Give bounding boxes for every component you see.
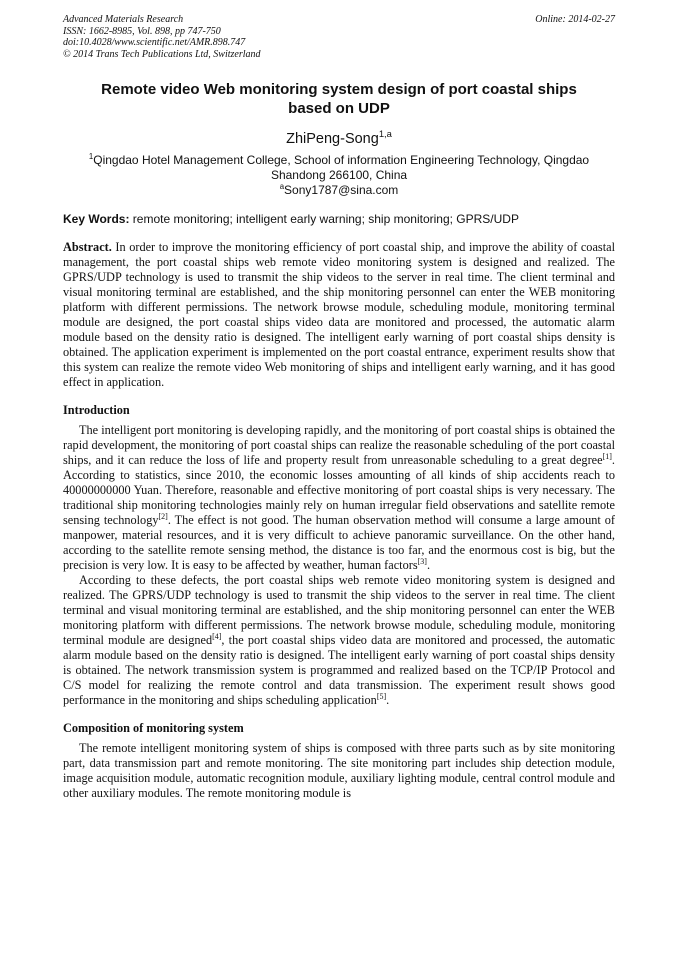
keywords-text: remote monitoring; intelligent early warning; ship monitoring; GPRS/UDP [129,212,519,226]
paper-title [63,80,615,118]
affiliation-email-line [63,183,615,198]
affiliation-superscript: 1 [88,152,94,161]
author-superscript: 1,a [378,128,392,140]
title-line-1: Remote video Web monitoring system design of port coastal ships [101,81,577,98]
journal-name: Advanced Materials Research [63,14,184,25]
affiliation-line-2: Shandong 266100, China [270,168,408,182]
email-superscript: a [279,182,285,191]
citation-4: [4] [212,631,222,641]
intro-paragraph-2 [63,573,615,708]
keywords-label: Key Words: [63,212,130,226]
composition-paragraph-1: The remote intelligent monitoring system of ships is composed with three parts such as by site monitoring part, data transmission part and remote monitoring. The site monitoring part includes ship detection module, image acquisition module, automatic recognition module, auxiliary lighting module, central control module and other auxiliary modules. The remote monitoring module is [63,741,615,800]
intro-p2-text-b: , the port coastal ships video data are monitored and processed, the automatic alarm module based on the density ratio is designed. The intelligent early warning of port coastal ships density is obtained. The network transmission system is programmed and realized based on the TCP/IP Protocol and C/S model for realizing the remote control and data transmission. The experiment result shows good performance in the monitoring and ships scheduling application [63,633,615,707]
intro-p1-text-d: . [426,558,431,572]
issn-line: ISSN: 1662-8985, Vol. 898, pp 747-750 [63,25,221,37]
abstract-label: Abstract. [63,240,112,254]
author-name: ZhiPeng-Song [286,131,379,147]
doi-line: doi:10.4028/www.scientific.net/AMR.898.747 [63,37,246,48]
intro-p2-text-c: . [386,693,390,707]
intro-p1-text-c: . The effect is not good. The human observation method will consume a large amount of manpower, material resources, and it is very difficult to achieve panoramic surveillance. On the other hand, according to the satellite remote sensing method, the distance is too far, and the enormous cost is big, but the precision is very low. It is easy to be affected by weather, human factors [63,513,615,572]
citation-2: [2] [158,511,168,521]
copyright-line: © 2014 Trans Tech Publications Ltd, Switzerland [63,48,261,60]
affiliation [63,153,615,198]
author-email: Sony1787@sina.com [284,183,399,197]
composition-heading: Composition of monitoring system [63,721,244,735]
affiliation-line-1 [63,153,615,168]
citation-5: [5] [376,691,387,701]
intro-paragraph-1 [63,423,615,573]
affiliation-institution: Qingdao Hotel Management College, School of information Engineering Technology, Qingdao [93,153,590,167]
intro-p1-text-b: . According to statistics, since 2010, the economic losses amounting of all kinds of ship accidents reach to 40000000000 Yuan. Therefore, reasonable and effective monitoring of port coastal ships is very necessary. The traditional ship monitoring technologies mainly rely on human irregular field observations and satellite remote sensing technology [63,453,615,527]
intro-p1-text-a: The intelligent port monitoring is developing rapidly, and the monitoring of port coastal ships is obtained the rapid development, the monitoring of port coastal ships can realize the reasonable scheduling of the port coastal ships, and it can reduce the loss of life and property result from unreasonable scheduling to a great degree [63,423,615,467]
online-date: Online: 2014-02-27 [535,14,615,25]
citation-3: [3] [417,556,427,566]
abstract [63,240,615,390]
journal-header [63,14,615,60]
citation-1: [1] [602,451,612,461]
abstract-text: In order to improve the monitoring efficiency of port coastal ship, and improve the ability of coastal management, the port coastal ships web remote video monitoring system is designed and realized. The GPRS/UDP technology is used to transmit the ship videos to the server in real time. The client terminal and visual monitoring terminal are established, and the ship monitoring personnel can enter the WEB monitoring platform with different permissions. The network browse module, scheduling module, monitoring terminal module are designed, the port coastal ships video data are monitored and processed, the automatic alarm module based on the density ratio is designed. The intelligent early warning of port coastal ships density is obtained. The application experiment is implemented on the port coastal entrance, experiment results show that this system can realize the remote video Web monitoring of ships and intelligent early warning, and it has good effect in application. [63,240,615,389]
keywords [63,212,615,227]
introduction-heading: Introduction [63,403,130,417]
author-line [63,130,615,148]
intro-p2-text-a: According to these defects, the port coastal ships web remote video monitoring system is designed and realized. The GPRS/UDP technology is used to transmit the ship videos to the server in real time. The client terminal and visual monitoring terminal are established, and the ship monitoring personnel can enter the WEB monitoring platform with different permissions. The network browse module, scheduling module, monitoring terminal module are designed [63,573,615,647]
title-line-2: based on UDP [288,100,390,117]
